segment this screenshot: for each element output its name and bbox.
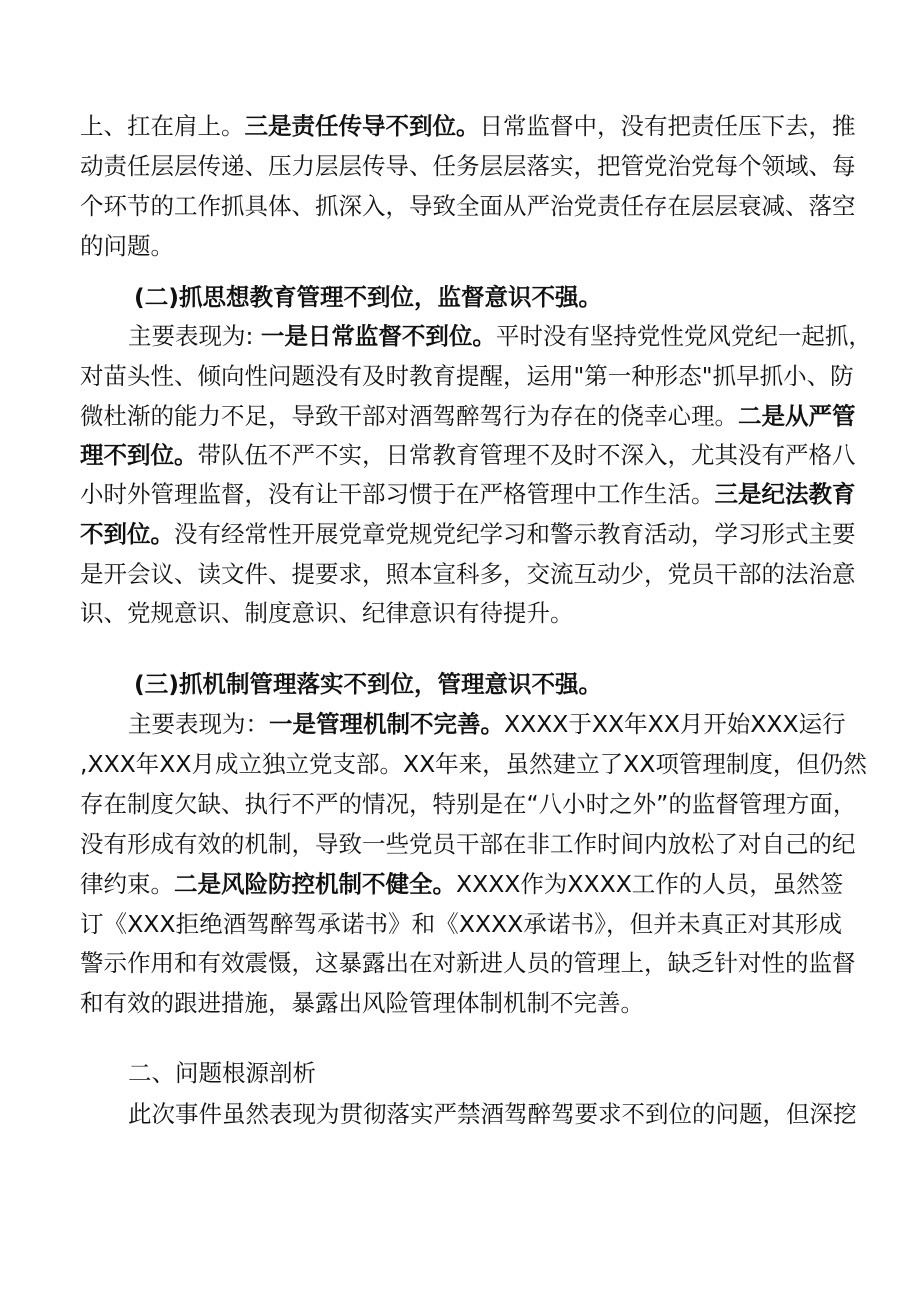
text-segment: 小时外管理监督，没有让干部习惯于在严格管理中工作生活。 [80,480,715,508]
text-segment: 主要表现为： [128,710,269,738]
text-segment: 没有经常性开展党章党规党纪学习和警示教育活动，学习形式主要 [174,520,856,548]
bold-text-segment: 理不到位。 [80,441,198,469]
text-segment: 此次事件虽然表现为贯彻落实严禁酒驾醉驾要求不到位的问题，但深挖 [128,1100,857,1128]
text-line [80,904,842,944]
text-segment: 主要表现为: [128,322,261,350]
bold-text-segment: (三)抓机制管理落实不到位，管理意识不强。 [134,670,602,698]
text-line [128,316,872,356]
text-segment: 订《XXX拒绝酒驾醉驾承诺书》和《XXXX承诺书》，但并未真正对其形成 [80,910,842,938]
text-segment: 日常监督中，没有把责任压下去，推 [479,112,856,140]
bold-text-segment: 三是责任传导不到位。 [244,112,480,140]
text-line [80,435,856,475]
bold-text-segment: (二)抓思想教育管理不到位，监督意识不强。 [134,283,602,311]
text-segment: 存在制度欠缺、执行不严的情况，特别是在“八小时之外”的监督管理方面， [80,790,857,818]
bold-text-segment: 一是日常监督不到位。 [260,322,496,350]
text-segment: 个环节的工作抓具体、抓深入，导致全面从严治党责任存在层层衰减、落空 [80,192,856,220]
text-line [80,983,842,1023]
text-line [80,514,856,554]
text-segment: 律约束。 [80,870,174,898]
bold-text-segment: 不到位。 [80,520,174,548]
bold-text-segment: 一是管理机制不完善。 [269,710,504,738]
text-segment: 上、扛在肩上。 [80,112,245,140]
text-line [80,744,867,784]
text-segment: 是开会议、读文件、提要求，照本宣科多，交流互动少，党员干部的法治意 [80,560,856,588]
text-segment: 识、党规意识、制度意识、纪律意识有待提升。 [80,599,574,627]
text-segment: 微杜渐的能力不足，导致干部对酒驾醉驾行为存在的侥幸心理。 [80,402,738,430]
text-line [80,226,842,266]
text-line [80,396,856,436]
text-line [80,474,856,514]
text-line [128,1053,842,1093]
text-line [80,864,842,904]
text-line [80,356,854,396]
text-line [80,593,842,633]
bold-text-segment: 三是纪法教育 [714,480,856,508]
text-line [134,664,842,704]
text-segment: 对苗头性、倾向性问题没有及时教育提醒，运用"第一种形态"抓早抓小、防 [80,362,854,390]
text-segment: XXXX作为XXXX工作的人员，虽然签 [456,870,844,898]
text-line [128,1094,857,1134]
text-line [128,704,846,744]
text-line [80,554,856,594]
text-segment: ,XXX年XX月成立独立党支部。XX年来，虽然建立了XX项管理制度，但仍然 [80,750,867,778]
text-line [80,784,857,824]
text-line [80,146,856,186]
bold-text-segment: 二是风险防控机制不健全。 [174,870,456,898]
text-line [80,943,856,983]
text-segment: 警示作用和有效震慑，这暴露出在对新进人员的管理上，缺乏针对性的监督 [80,949,856,977]
text-segment: 平时没有坚持党性党风党纪一起抓， [495,322,872,350]
text-line [134,277,842,317]
text-line [80,824,856,864]
text-segment: 二、问题根源剖析 [128,1059,316,1087]
text-segment: 的问题。 [80,232,174,260]
text-segment: 没有形成有效的机制，导致一些党员干部在非工作时间内放松了对自己的纪 [80,830,856,858]
bold-text-segment: 二是从严管 [738,402,856,430]
text-line [80,186,856,226]
text-line [80,106,856,146]
text-segment: 带队伍不严不实，日常教育管理不及时不深入，尤其没有严格八 [197,441,856,469]
text-segment: 动责任层层传递、压力层层传导、任务层层落实，把管党治党每个领域、每 [80,152,856,180]
text-segment: XXXX于XX年XX月开始XXX运行 [504,710,846,738]
text-segment: 和有效的跟进措施，暴露出风险管理体制机制不完善。 [80,989,644,1017]
